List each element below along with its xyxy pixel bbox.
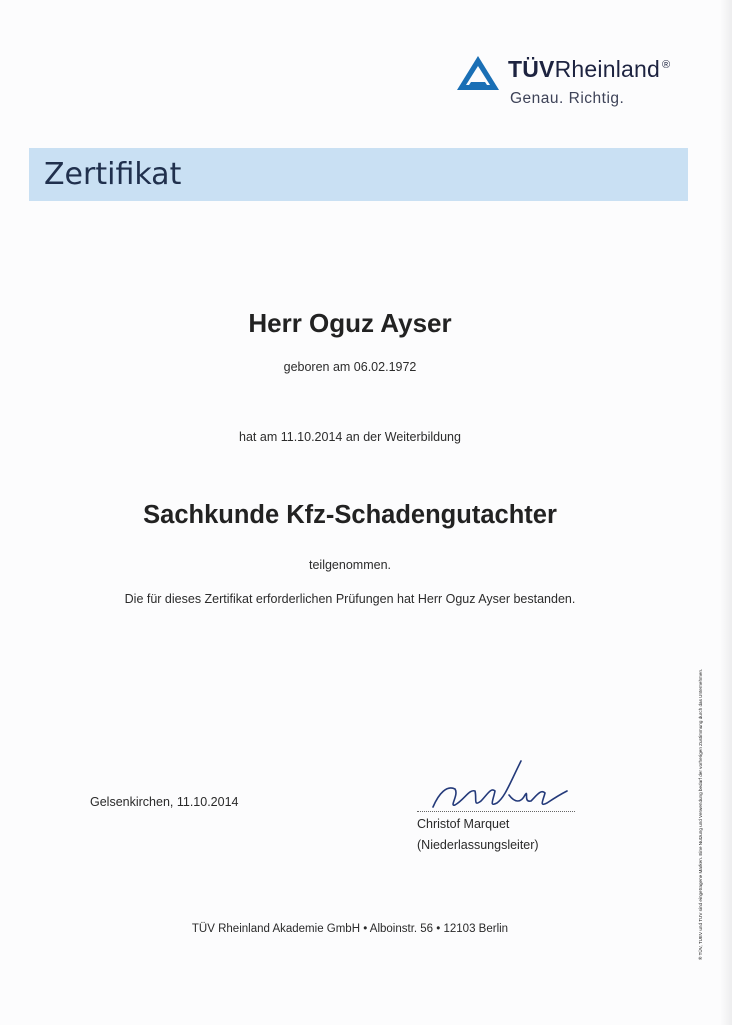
signer-role: (Niederlassungsleiter) — [417, 838, 539, 852]
tuv-rheinland-logo — [455, 48, 695, 118]
signer-name: Christof Marquet — [417, 817, 510, 831]
trademark-side-note: ® TÜV, TUEV und TUV sind eingetragene Marken. Eine Nutzung und Verwendung bedarf der vorherigen Zustimmung durch das Unternehmen. — [698, 668, 703, 960]
passed-statement: Die für dieses Zertifikat erforderlichen Prüfungen hat Herr Oguz Ayser bestanden. — [124, 592, 576, 606]
recipient-name: Herr Oguz Ayser — [248, 308, 452, 338]
footer-address: TÜV Rheinland Akademie GmbH • Alboinstr. 56 • 12103 Berlin — [191, 923, 509, 935]
handwritten-signature — [425, 755, 575, 815]
attended-line: hat am 11.10.2014 an der Weiterbildung — [239, 430, 461, 444]
logo-brand — [508, 56, 670, 83]
logo-slogan: Genau. Richtig. — [510, 90, 625, 107]
logo-brand-rest: Rheinland — [554, 56, 660, 82]
logo-brand-bold: TÜV — [508, 56, 555, 82]
place-date: Gelsenkirchen, 11.10.2014 — [90, 795, 239, 809]
page-edge-shadow — [720, 0, 732, 1025]
course-title: Sachkunde Kfz-Schadengutachter — [143, 501, 557, 529]
logo-triangle-icon — [455, 54, 501, 92]
page-title: Zertifikat — [44, 157, 182, 192]
registered-mark: ® — [662, 59, 671, 72]
title-band — [29, 148, 688, 201]
participated-line: teilgenommen. — [309, 558, 391, 572]
signature-line — [417, 811, 575, 812]
birth-date-line: geboren am 06.02.1972 — [283, 360, 417, 374]
